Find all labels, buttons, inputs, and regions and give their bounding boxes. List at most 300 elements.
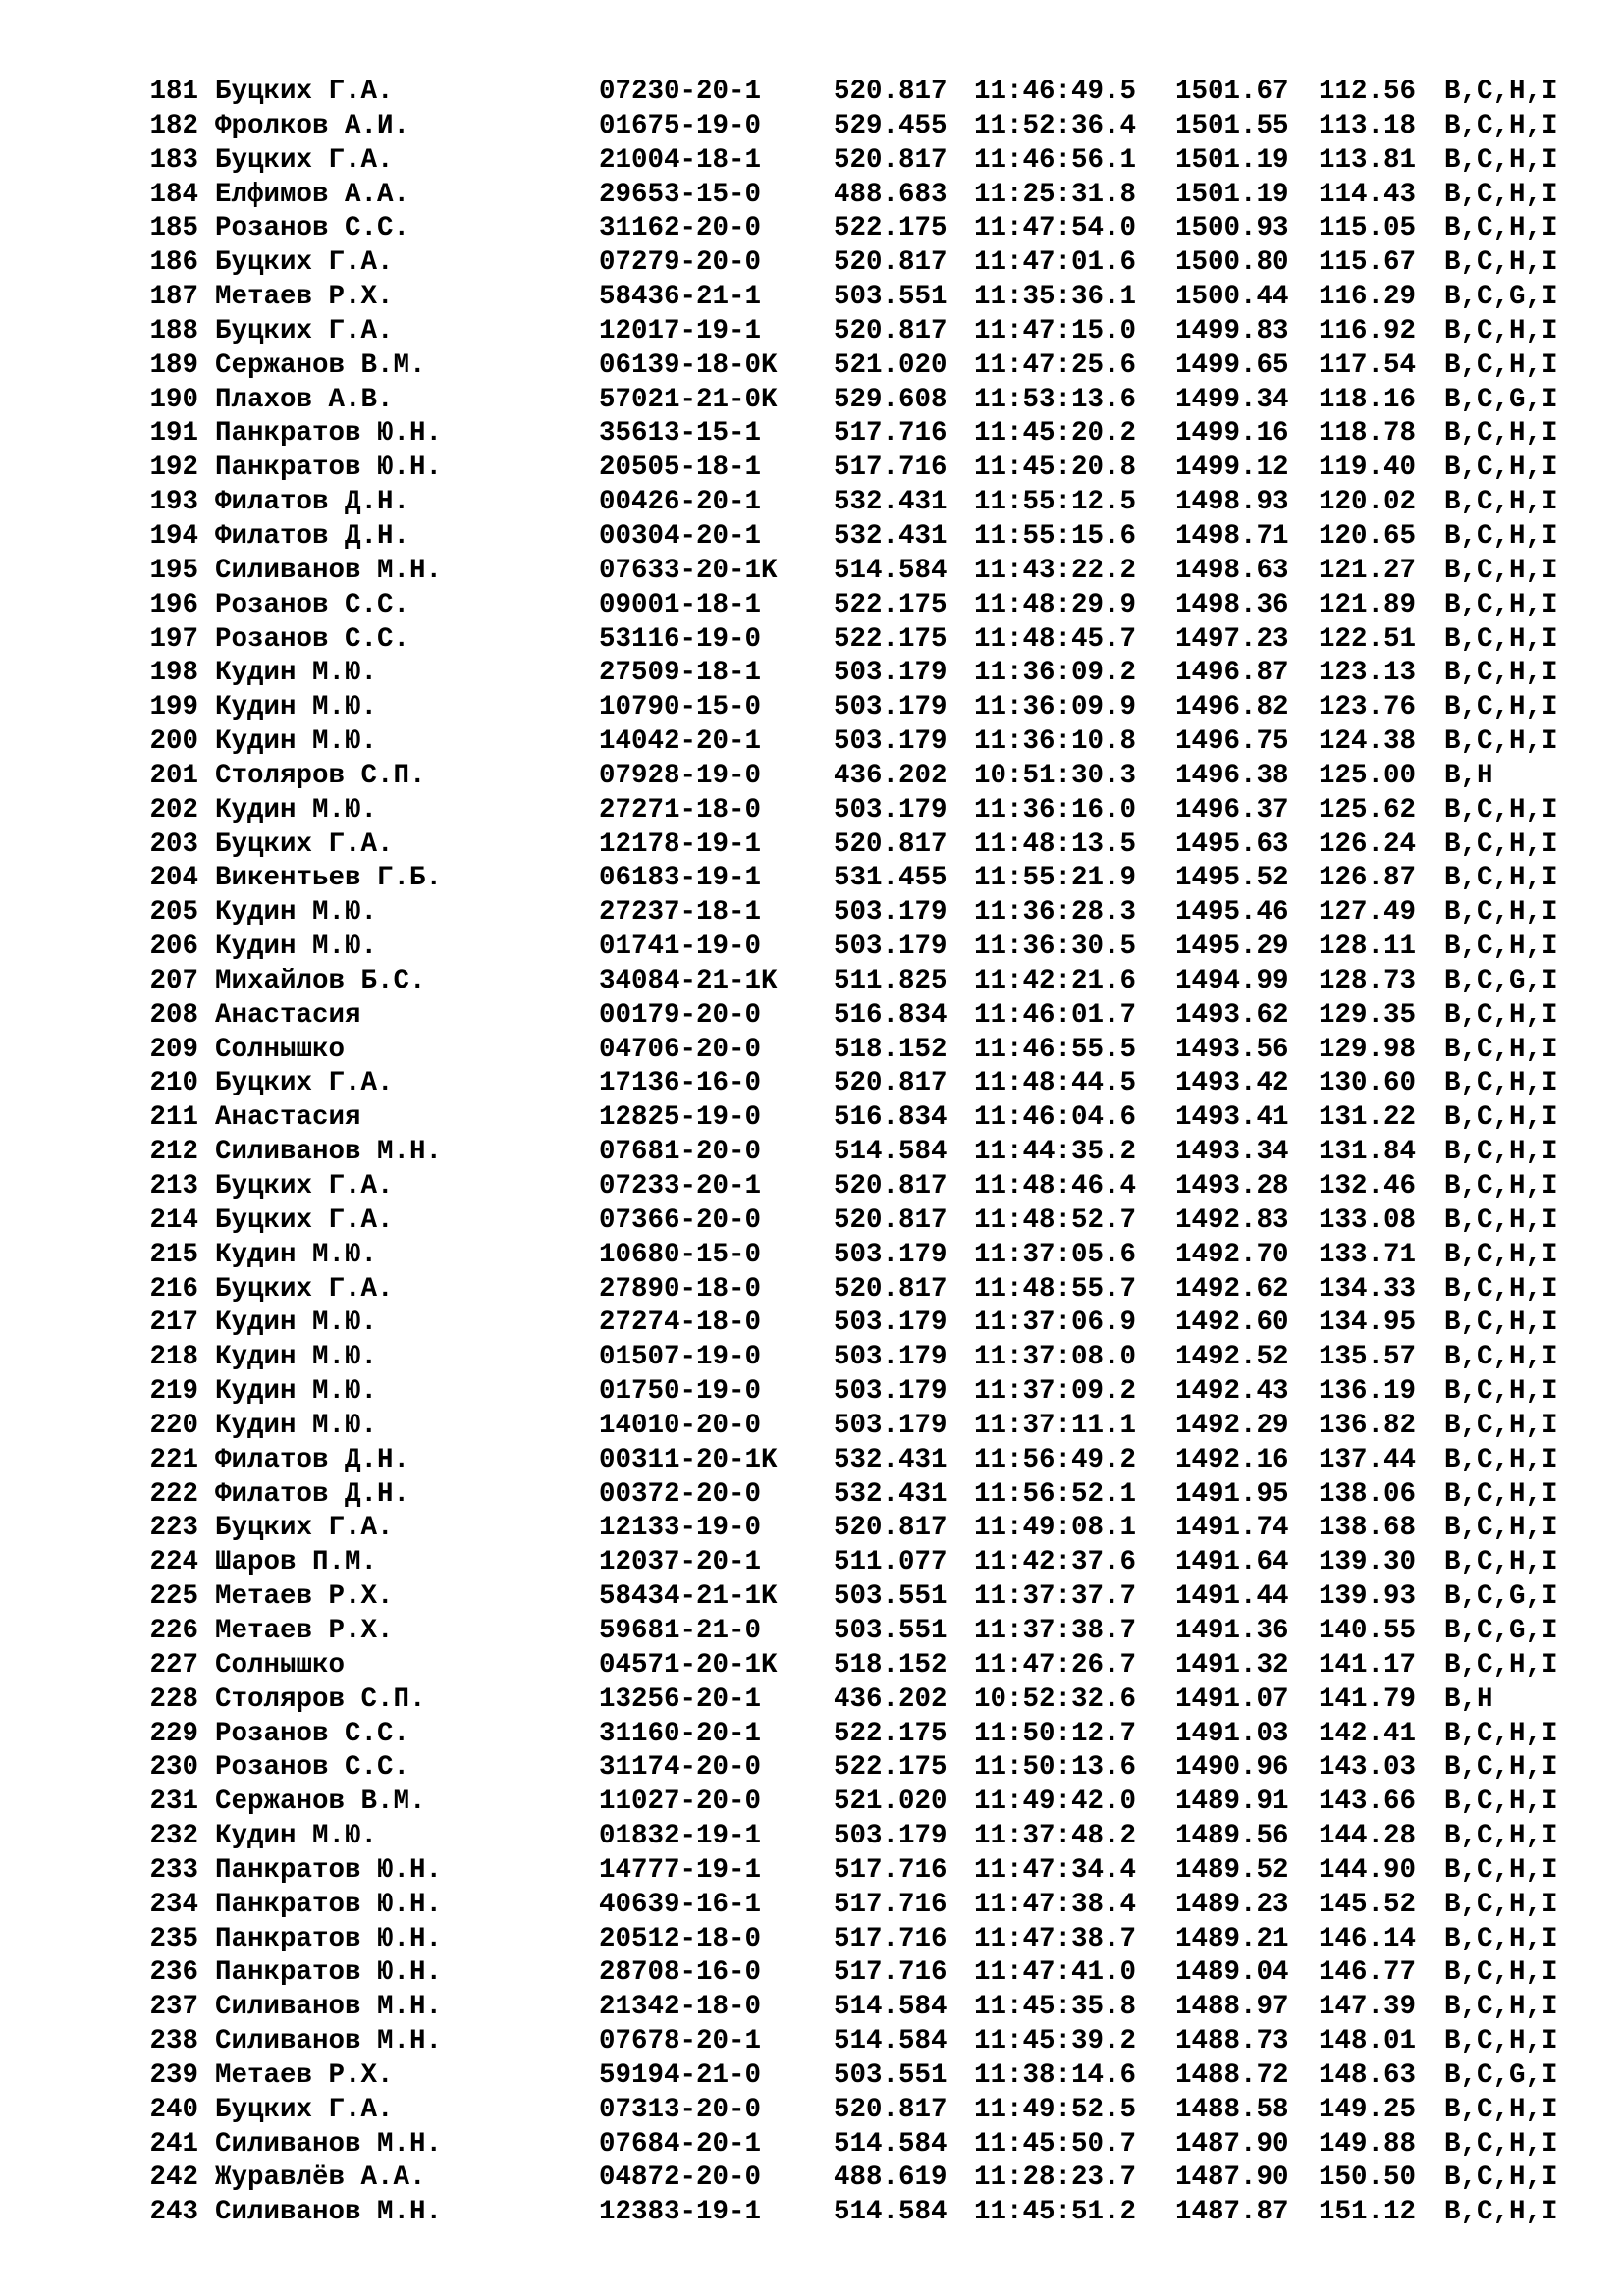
speed-cell: 1489.91 bbox=[1175, 1787, 1289, 1818]
arrival-time-cell: 11:47:38.4 bbox=[974, 1889, 1137, 1920]
points-cell: 131.84 bbox=[1319, 1137, 1417, 1168]
ring-id-cell: 58436-21-1 bbox=[599, 282, 762, 313]
rank-cell: 188 bbox=[149, 315, 198, 347]
points-cell: 134.33 bbox=[1319, 1273, 1417, 1305]
distance-cell: 503.179 bbox=[834, 1821, 947, 1852]
fancier-name-cell: Буцких Г.А. bbox=[215, 1171, 394, 1201]
rank-cell: 183 bbox=[149, 144, 198, 176]
table-row bbox=[143, 1444, 1597, 1478]
rank-cell: 239 bbox=[149, 2059, 198, 2091]
classes-cell: B,C,G,I bbox=[1444, 2059, 1558, 2091]
arrival-time-cell: 11:37:06.9 bbox=[974, 1308, 1137, 1339]
table-row bbox=[143, 144, 1597, 179]
rank-cell: 198 bbox=[149, 658, 198, 689]
rank-cell: 215 bbox=[149, 1239, 198, 1270]
speed-cell: 1493.42 bbox=[1175, 1068, 1289, 1099]
arrival-time-cell: 10:51:30.3 bbox=[974, 760, 1137, 791]
rank-cell: 242 bbox=[149, 2163, 198, 2194]
ring-id-cell: 01507-19-0 bbox=[599, 1342, 762, 1373]
fancier-name-cell: Силиванов М.Н. bbox=[215, 2026, 443, 2057]
arrival-time-cell: 11:44:35.2 bbox=[974, 1137, 1137, 1168]
distance-cell: 520.817 bbox=[834, 77, 947, 107]
arrival-time-cell: 11:52:36.4 bbox=[974, 110, 1137, 141]
rank-cell: 238 bbox=[149, 2026, 198, 2057]
rank-cell: 228 bbox=[149, 1683, 198, 1715]
ring-id-cell: 59681-21-0 bbox=[599, 1615, 762, 1646]
points-cell: 141.79 bbox=[1319, 1683, 1417, 1715]
ring-id-cell: 27237-18-1 bbox=[599, 897, 762, 929]
classes-cell: B,C,H,I bbox=[1444, 658, 1558, 689]
points-cell: 137.44 bbox=[1319, 1444, 1417, 1475]
classes-cell: B,H bbox=[1444, 1683, 1493, 1715]
classes-cell: B,C,H,I bbox=[1444, 1718, 1558, 1749]
arrival-time-cell: 11:46:01.7 bbox=[974, 999, 1137, 1031]
speed-cell: 1488.58 bbox=[1175, 2094, 1289, 2125]
rank-cell: 223 bbox=[149, 1513, 198, 1544]
arrival-time-cell: 11:37:48.2 bbox=[974, 1821, 1137, 1852]
speed-cell: 1493.41 bbox=[1175, 1102, 1289, 1134]
speed-cell: 1489.56 bbox=[1175, 1821, 1289, 1852]
rank-cell: 190 bbox=[149, 384, 198, 415]
speed-cell: 1491.36 bbox=[1175, 1615, 1289, 1646]
fancier-name-cell: Солнышко bbox=[215, 1034, 346, 1065]
distance-cell: 503.179 bbox=[834, 726, 947, 758]
points-cell: 112.56 bbox=[1319, 77, 1417, 107]
rank-cell: 207 bbox=[149, 965, 198, 996]
classes-cell: B,C,H,I bbox=[1444, 1444, 1558, 1475]
distance-cell: 503.179 bbox=[834, 1410, 947, 1441]
speed-cell: 1491.95 bbox=[1175, 1478, 1289, 1510]
speed-cell: 1498.71 bbox=[1175, 520, 1289, 552]
distance-cell: 529.455 bbox=[834, 110, 947, 141]
classes-cell: B,C,H,I bbox=[1444, 828, 1558, 860]
points-cell: 113.18 bbox=[1319, 110, 1417, 141]
speed-cell: 1498.63 bbox=[1175, 555, 1289, 586]
arrival-time-cell: 11:37:38.7 bbox=[974, 1615, 1137, 1646]
rank-cell: 220 bbox=[149, 1410, 198, 1441]
distance-cell: 514.584 bbox=[834, 2197, 947, 2228]
points-cell: 132.46 bbox=[1319, 1171, 1417, 1201]
classes-cell: B,C,G,I bbox=[1444, 1581, 1558, 1613]
rank-cell: 206 bbox=[149, 932, 198, 963]
ring-id-cell: 17136-16-0 bbox=[599, 1068, 762, 1099]
fancier-name-cell: Силиванов М.Н. bbox=[215, 2197, 443, 2228]
points-cell: 125.62 bbox=[1319, 794, 1417, 826]
table-row bbox=[143, 1273, 1597, 1308]
fancier-name-cell: Анастасия bbox=[215, 1102, 361, 1134]
speed-cell: 1499.12 bbox=[1175, 453, 1289, 484]
rank-cell: 227 bbox=[149, 1649, 198, 1681]
points-cell: 126.24 bbox=[1319, 828, 1417, 860]
points-cell: 114.43 bbox=[1319, 179, 1417, 210]
points-cell: 123.13 bbox=[1319, 658, 1417, 689]
arrival-time-cell: 11:43:22.2 bbox=[974, 555, 1137, 586]
speed-cell: 1489.21 bbox=[1175, 1923, 1289, 1954]
table-row bbox=[143, 657, 1597, 691]
arrival-time-cell: 11:46:49.5 bbox=[974, 77, 1137, 107]
distance-cell: 522.175 bbox=[834, 623, 947, 655]
ring-id-cell: 06139-18-0K bbox=[599, 349, 778, 381]
table-row bbox=[143, 1615, 1597, 1649]
points-cell: 118.16 bbox=[1319, 384, 1417, 415]
points-cell: 144.28 bbox=[1319, 1821, 1417, 1852]
fancier-name-cell: Розанов С.С. bbox=[215, 589, 410, 620]
points-cell: 150.50 bbox=[1319, 2163, 1417, 2194]
points-cell: 120.65 bbox=[1319, 520, 1417, 552]
fancier-name-cell: Кудин М.Ю. bbox=[215, 897, 378, 929]
classes-cell: B,C,G,I bbox=[1444, 282, 1558, 313]
points-cell: 128.73 bbox=[1319, 965, 1417, 996]
points-cell: 129.35 bbox=[1319, 999, 1417, 1031]
arrival-time-cell: 11:36:10.8 bbox=[974, 726, 1137, 758]
table-row bbox=[143, 965, 1597, 999]
table-row bbox=[143, 725, 1597, 760]
table-row bbox=[143, 2025, 1597, 2059]
ring-id-cell: 40639-16-1 bbox=[599, 1889, 762, 1920]
classes-cell: B,C,H,I bbox=[1444, 1957, 1558, 1989]
distance-cell: 518.152 bbox=[834, 1034, 947, 1065]
classes-cell: B,C,H,I bbox=[1444, 2094, 1558, 2125]
arrival-time-cell: 11:48:46.4 bbox=[974, 1171, 1137, 1201]
classes-cell: B,C,H,I bbox=[1444, 315, 1558, 347]
table-row bbox=[143, 349, 1597, 384]
arrival-time-cell: 11:46:04.6 bbox=[974, 1102, 1137, 1134]
rank-cell: 191 bbox=[149, 418, 198, 450]
distance-cell: 503.551 bbox=[834, 1615, 947, 1646]
classes-cell: B,C,H,I bbox=[1444, 1239, 1558, 1270]
distance-cell: 522.175 bbox=[834, 1752, 947, 1784]
speed-cell: 1497.23 bbox=[1175, 623, 1289, 655]
ring-id-cell: 07230-20-1 bbox=[599, 77, 762, 107]
points-cell: 139.93 bbox=[1319, 1581, 1417, 1613]
fancier-name-cell: Кудин М.Ю. bbox=[215, 1342, 378, 1373]
rank-cell: 181 bbox=[149, 77, 198, 107]
points-cell: 121.89 bbox=[1319, 589, 1417, 620]
speed-cell: 1491.07 bbox=[1175, 1683, 1289, 1715]
table-row bbox=[143, 1580, 1597, 1615]
classes-cell: B,C,H,I bbox=[1444, 247, 1558, 279]
arrival-time-cell: 11:55:12.5 bbox=[974, 487, 1137, 518]
ring-id-cell: 27890-18-0 bbox=[599, 1273, 762, 1305]
speed-cell: 1492.43 bbox=[1175, 1376, 1289, 1408]
fancier-name-cell: Кудин М.Ю. bbox=[215, 726, 378, 758]
ring-id-cell: 07279-20-0 bbox=[599, 247, 762, 279]
fancier-name-cell: Фролков А.И. bbox=[215, 110, 410, 141]
arrival-time-cell: 11:47:26.7 bbox=[974, 1649, 1137, 1681]
arrival-time-cell: 11:50:13.6 bbox=[974, 1752, 1137, 1784]
table-row bbox=[143, 760, 1597, 794]
rank-cell: 208 bbox=[149, 999, 198, 1031]
rank-cell: 195 bbox=[149, 555, 198, 586]
fancier-name-cell: Кудин М.Ю. bbox=[215, 1376, 378, 1408]
fancier-name-cell: Филатов Д.Н. bbox=[215, 1478, 410, 1510]
classes-cell: B,C,H,I bbox=[1444, 1513, 1558, 1544]
arrival-time-cell: 11:53:13.6 bbox=[974, 384, 1137, 415]
fancier-name-cell: Сержанов В.М. bbox=[215, 1787, 426, 1818]
classes-cell: B,C,H,I bbox=[1444, 1889, 1558, 1920]
fancier-name-cell: Елфимов А.А. bbox=[215, 179, 410, 210]
arrival-time-cell: 11:55:15.6 bbox=[974, 520, 1137, 552]
points-cell: 149.25 bbox=[1319, 2094, 1417, 2125]
distance-cell: 516.834 bbox=[834, 1102, 947, 1134]
speed-cell: 1490.96 bbox=[1175, 1752, 1289, 1784]
speed-cell: 1496.75 bbox=[1175, 726, 1289, 758]
fancier-name-cell: Панкратов Ю.Н. bbox=[215, 1923, 443, 1954]
ring-id-cell: 12017-19-1 bbox=[599, 315, 762, 347]
distance-cell: 514.584 bbox=[834, 2026, 947, 2057]
arrival-time-cell: 11:37:08.0 bbox=[974, 1342, 1137, 1373]
points-cell: 144.90 bbox=[1319, 1854, 1417, 1886]
arrival-time-cell: 11:49:42.0 bbox=[974, 1787, 1137, 1818]
rank-cell: 229 bbox=[149, 1718, 198, 1749]
arrival-time-cell: 11:49:52.5 bbox=[974, 2094, 1137, 2125]
fancier-name-cell: Столяров С.П. bbox=[215, 760, 426, 791]
rank-cell: 197 bbox=[149, 623, 198, 655]
fancier-name-cell: Метаев Р.Х. bbox=[215, 2059, 394, 2091]
rank-cell: 184 bbox=[149, 179, 198, 210]
rank-cell: 209 bbox=[149, 1034, 198, 1065]
classes-cell: B,C,H,I bbox=[1444, 726, 1558, 758]
points-cell: 147.39 bbox=[1319, 1992, 1417, 2023]
ring-id-cell: 00426-20-1 bbox=[599, 487, 762, 518]
ring-id-cell: 07633-20-1K bbox=[599, 555, 778, 586]
table-row bbox=[143, 1239, 1597, 1273]
speed-cell: 1495.46 bbox=[1175, 897, 1289, 929]
fancier-name-cell: Журавлёв А.А. bbox=[215, 2163, 426, 2194]
ring-id-cell: 27274-18-0 bbox=[599, 1308, 762, 1339]
ring-id-cell: 04571-20-1K bbox=[599, 1649, 778, 1681]
fancier-name-cell: Филатов Д.Н. bbox=[215, 520, 410, 552]
table-row bbox=[143, 896, 1597, 931]
arrival-time-cell: 11:47:38.7 bbox=[974, 1923, 1137, 1954]
classes-cell: B,C,H,I bbox=[1444, 623, 1558, 655]
fancier-name-cell: Панкратов Ю.Н. bbox=[215, 1854, 443, 1886]
distance-cell: 514.584 bbox=[834, 2128, 947, 2160]
distance-cell: 517.716 bbox=[834, 453, 947, 484]
fancier-name-cell: Шаров П.М. bbox=[215, 1547, 378, 1578]
classes-cell: B,C,H,I bbox=[1444, 179, 1558, 210]
table-row bbox=[143, 691, 1597, 725]
fancier-name-cell: Розанов С.С. bbox=[215, 1718, 410, 1749]
speed-cell: 1501.55 bbox=[1175, 110, 1289, 141]
classes-cell: B,C,H,I bbox=[1444, 1342, 1558, 1373]
fancier-name-cell: Буцких Г.А. bbox=[215, 144, 394, 176]
table-row bbox=[143, 2128, 1597, 2163]
points-cell: 138.06 bbox=[1319, 1478, 1417, 1510]
rank-cell: 186 bbox=[149, 247, 198, 279]
table-row bbox=[143, 1854, 1597, 1889]
fancier-name-cell: Солнышко bbox=[215, 1649, 346, 1681]
fancier-name-cell: Кудин М.Ю. bbox=[215, 1821, 378, 1852]
speed-cell: 1498.36 bbox=[1175, 589, 1289, 620]
rank-cell: 203 bbox=[149, 828, 198, 860]
ring-id-cell: 21004-18-1 bbox=[599, 144, 762, 176]
speed-cell: 1491.44 bbox=[1175, 1581, 1289, 1613]
arrival-time-cell: 11:50:12.7 bbox=[974, 1718, 1137, 1749]
speed-cell: 1487.90 bbox=[1175, 2163, 1289, 2194]
table-row bbox=[143, 315, 1597, 349]
arrival-time-cell: 11:55:21.9 bbox=[974, 863, 1137, 894]
fancier-name-cell: Буцких Г.А. bbox=[215, 1204, 394, 1236]
rank-cell: 237 bbox=[149, 1992, 198, 2023]
classes-cell: B,C,H,I bbox=[1444, 487, 1558, 518]
distance-cell: 511.825 bbox=[834, 965, 947, 996]
ring-id-cell: 12178-19-1 bbox=[599, 828, 762, 860]
rank-cell: 189 bbox=[149, 349, 198, 381]
distance-cell: 517.716 bbox=[834, 1957, 947, 1989]
ring-id-cell: 35613-15-1 bbox=[599, 418, 762, 450]
arrival-time-cell: 11:45:50.7 bbox=[974, 2128, 1137, 2160]
classes-cell: B,C,H,I bbox=[1444, 1068, 1558, 1099]
rank-cell: 196 bbox=[149, 589, 198, 620]
speed-cell: 1489.52 bbox=[1175, 1854, 1289, 1886]
arrival-time-cell: 11:42:37.6 bbox=[974, 1547, 1137, 1578]
distance-cell: 520.817 bbox=[834, 247, 947, 279]
ring-id-cell: 29653-15-0 bbox=[599, 179, 762, 210]
points-cell: 124.38 bbox=[1319, 726, 1417, 758]
speed-cell: 1498.93 bbox=[1175, 487, 1289, 518]
arrival-time-cell: 11:48:44.5 bbox=[974, 1068, 1137, 1099]
ring-id-cell: 57021-21-0K bbox=[599, 384, 778, 415]
points-cell: 120.02 bbox=[1319, 487, 1417, 518]
arrival-time-cell: 11:47:25.6 bbox=[974, 349, 1137, 381]
arrival-time-cell: 11:45:20.2 bbox=[974, 418, 1137, 450]
ring-id-cell: 04706-20-0 bbox=[599, 1034, 762, 1065]
classes-cell: B,C,H,I bbox=[1444, 1308, 1558, 1339]
classes-cell: B,C,H,I bbox=[1444, 144, 1558, 176]
table-row bbox=[143, 1683, 1597, 1718]
table-row bbox=[143, 794, 1597, 828]
rank-cell: 213 bbox=[149, 1171, 198, 1201]
ring-id-cell: 07681-20-0 bbox=[599, 1137, 762, 1168]
ring-id-cell: 12037-20-1 bbox=[599, 1547, 762, 1578]
table-row bbox=[143, 1375, 1597, 1410]
speed-cell: 1495.29 bbox=[1175, 932, 1289, 963]
fancier-name-cell: Розанов С.С. bbox=[215, 213, 410, 244]
rank-cell: 241 bbox=[149, 2128, 198, 2160]
distance-cell: 520.817 bbox=[834, 828, 947, 860]
points-cell: 122.51 bbox=[1319, 623, 1417, 655]
arrival-time-cell: 11:46:55.5 bbox=[974, 1034, 1137, 1065]
table-row bbox=[143, 520, 1597, 555]
speed-cell: 1492.83 bbox=[1175, 1204, 1289, 1236]
table-row bbox=[143, 999, 1597, 1034]
fancier-name-cell: Розанов С.С. bbox=[215, 1752, 410, 1784]
arrival-time-cell: 11:56:52.1 bbox=[974, 1478, 1137, 1510]
points-cell: 127.49 bbox=[1319, 897, 1417, 929]
ring-id-cell: 09001-18-1 bbox=[599, 589, 762, 620]
ring-id-cell: 28708-16-0 bbox=[599, 1957, 762, 1989]
fancier-name-cell: Сержанов В.М. bbox=[215, 349, 426, 381]
speed-cell: 1496.38 bbox=[1175, 760, 1289, 791]
classes-cell: B,C,H,I bbox=[1444, 794, 1558, 826]
points-cell: 134.95 bbox=[1319, 1308, 1417, 1339]
speed-cell: 1500.93 bbox=[1175, 213, 1289, 244]
distance-cell: 436.202 bbox=[834, 1683, 947, 1715]
arrival-time-cell: 11:36:28.3 bbox=[974, 897, 1137, 929]
distance-cell: 488.619 bbox=[834, 2163, 947, 2194]
points-cell: 145.52 bbox=[1319, 1889, 1417, 1920]
points-cell: 131.22 bbox=[1319, 1102, 1417, 1134]
points-cell: 130.60 bbox=[1319, 1068, 1417, 1099]
classes-cell: B,C,G,I bbox=[1444, 1615, 1558, 1646]
points-cell: 143.66 bbox=[1319, 1787, 1417, 1818]
ring-id-cell: 59194-21-0 bbox=[599, 2059, 762, 2091]
classes-cell: B,C,H,I bbox=[1444, 692, 1558, 723]
fancier-name-cell: Буцких Г.А. bbox=[215, 1068, 394, 1099]
classes-cell: B,C,H,I bbox=[1444, 418, 1558, 450]
rank-cell: 194 bbox=[149, 520, 198, 552]
fancier-name-cell: Буцких Г.А. bbox=[215, 828, 394, 860]
distance-cell: 522.175 bbox=[834, 213, 947, 244]
speed-cell: 1500.44 bbox=[1175, 282, 1289, 313]
rank-cell: 212 bbox=[149, 1137, 198, 1168]
arrival-time-cell: 11:48:45.7 bbox=[974, 623, 1137, 655]
distance-cell: 520.817 bbox=[834, 1068, 947, 1099]
points-cell: 123.76 bbox=[1319, 692, 1417, 723]
speed-cell: 1492.29 bbox=[1175, 1410, 1289, 1441]
ring-id-cell: 01832-19-1 bbox=[599, 1821, 762, 1852]
classes-cell: B,C,H,I bbox=[1444, 1787, 1558, 1818]
table-row bbox=[143, 384, 1597, 418]
fancier-name-cell: Филатов Д.Н. bbox=[215, 1444, 410, 1475]
ring-id-cell: 27509-18-1 bbox=[599, 658, 762, 689]
distance-cell: 521.020 bbox=[834, 349, 947, 381]
rank-cell: 233 bbox=[149, 1854, 198, 1886]
speed-cell: 1493.62 bbox=[1175, 999, 1289, 1031]
distance-cell: 503.179 bbox=[834, 1342, 947, 1373]
classes-cell: B,C,H,I bbox=[1444, 2128, 1558, 2160]
table-row bbox=[143, 1410, 1597, 1444]
arrival-time-cell: 11:36:16.0 bbox=[974, 794, 1137, 826]
classes-cell: B,C,H,I bbox=[1444, 520, 1558, 552]
ring-id-cell: 00311-20-1K bbox=[599, 1444, 778, 1475]
ring-id-cell: 07928-19-0 bbox=[599, 760, 762, 791]
distance-cell: 503.179 bbox=[834, 897, 947, 929]
fancier-name-cell: Кудин М.Ю. bbox=[215, 1308, 378, 1339]
rank-cell: 210 bbox=[149, 1068, 198, 1099]
points-cell: 125.00 bbox=[1319, 760, 1417, 791]
points-cell: 148.63 bbox=[1319, 2059, 1417, 2091]
distance-cell: 503.551 bbox=[834, 282, 947, 313]
arrival-time-cell: 11:45:35.8 bbox=[974, 1992, 1137, 2023]
ring-id-cell: 31160-20-1 bbox=[599, 1718, 762, 1749]
classes-cell: B,C,H,I bbox=[1444, 453, 1558, 484]
arrival-time-cell: 11:37:09.2 bbox=[974, 1376, 1137, 1408]
table-row bbox=[143, 1136, 1597, 1170]
table-row bbox=[143, 1956, 1597, 1991]
fancier-name-cell: Буцких Г.А. bbox=[215, 1273, 394, 1305]
ring-id-cell: 53116-19-0 bbox=[599, 623, 762, 655]
points-cell: 133.08 bbox=[1319, 1204, 1417, 1236]
distance-cell: 532.431 bbox=[834, 487, 947, 518]
distance-cell: 503.179 bbox=[834, 1239, 947, 1270]
speed-cell: 1492.52 bbox=[1175, 1342, 1289, 1373]
points-cell: 118.78 bbox=[1319, 418, 1417, 450]
rank-cell: 236 bbox=[149, 1957, 198, 1989]
ring-id-cell: 01750-19-0 bbox=[599, 1376, 762, 1408]
table-row bbox=[143, 1341, 1597, 1375]
points-cell: 119.40 bbox=[1319, 453, 1417, 484]
table-row bbox=[143, 1889, 1597, 1923]
table-row bbox=[143, 212, 1597, 246]
speed-cell: 1499.83 bbox=[1175, 315, 1289, 347]
classes-cell: B,C,H,I bbox=[1444, 77, 1558, 107]
distance-cell: 503.179 bbox=[834, 1308, 947, 1339]
ring-id-cell: 01675-19-0 bbox=[599, 110, 762, 141]
rank-cell: 230 bbox=[149, 1752, 198, 1784]
fancier-name-cell: Панкратов Ю.Н. bbox=[215, 418, 443, 450]
